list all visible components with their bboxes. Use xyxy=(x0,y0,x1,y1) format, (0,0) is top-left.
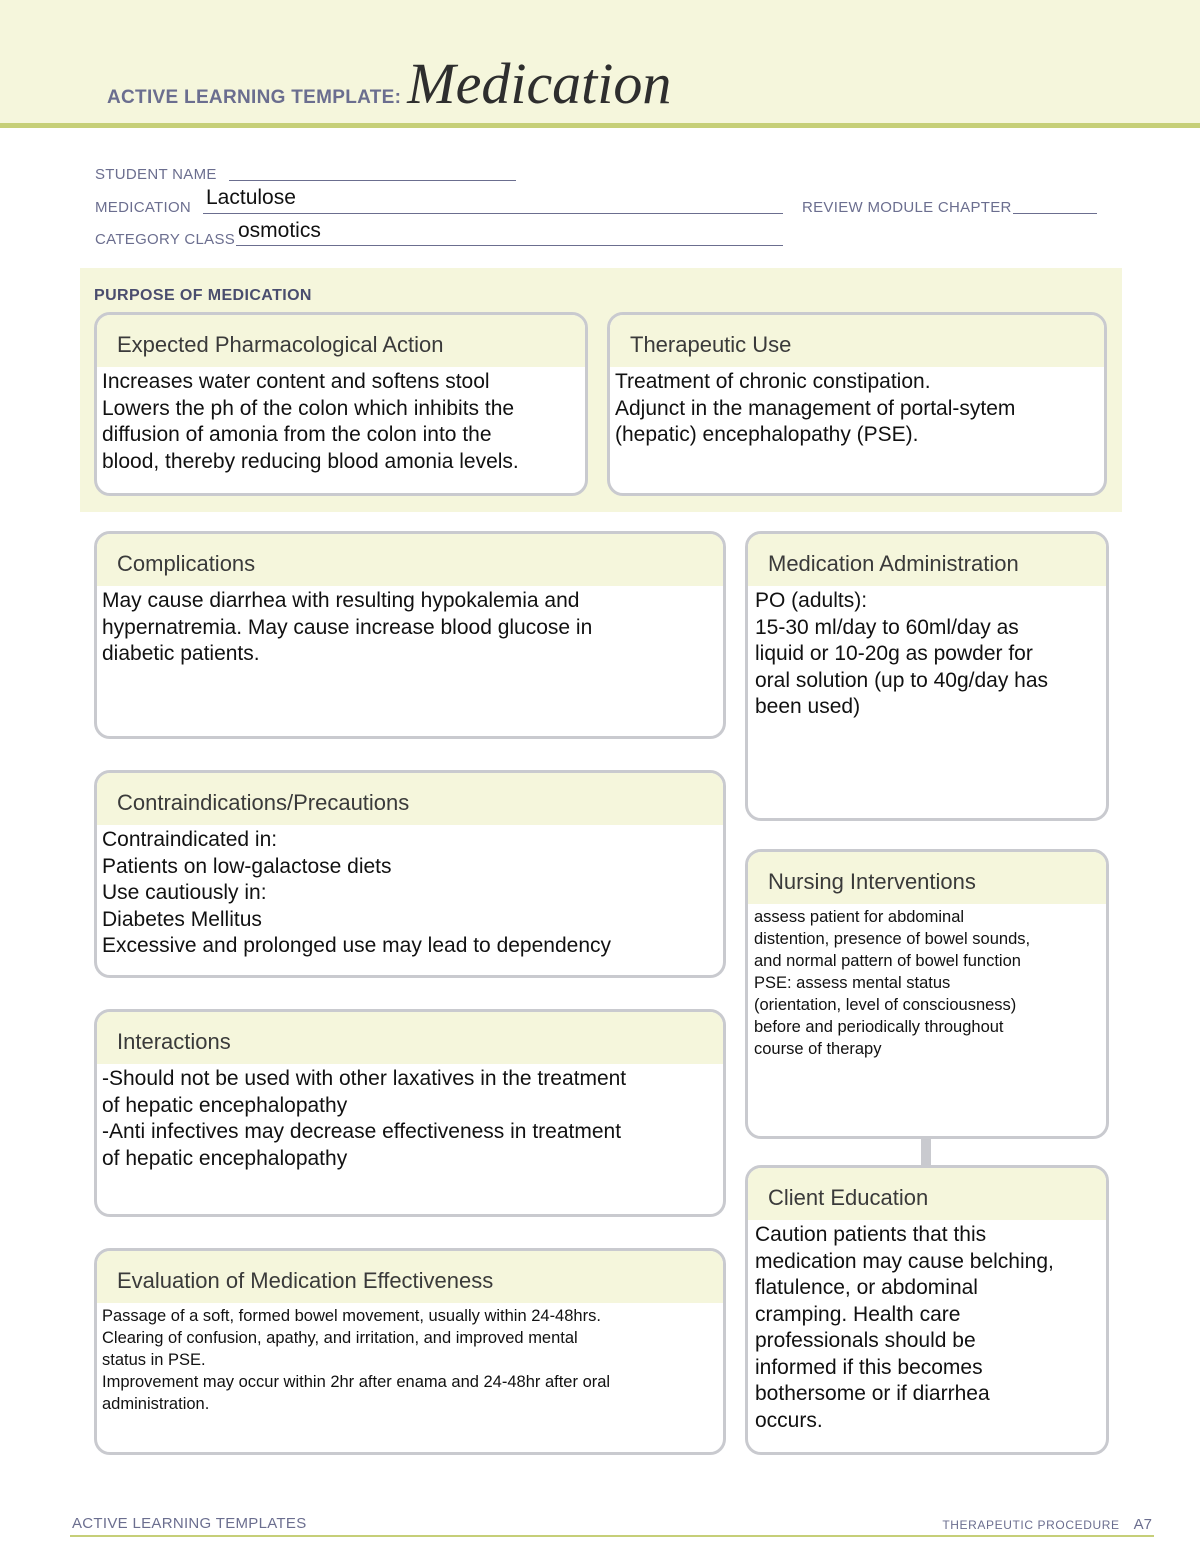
text-line: Patients on low-galactose diets xyxy=(102,854,392,878)
text-line: Excessive and prolonged use may lead to dependency xyxy=(102,934,612,957)
footer-right xyxy=(942,1516,1152,1533)
page-title xyxy=(107,50,671,117)
text-line: (hepatic) encephalopathy (PSE). xyxy=(615,423,919,446)
box-header xyxy=(610,315,1104,367)
interactions-body[interactable] xyxy=(97,1064,723,1172)
text-line: before and periodically throughout xyxy=(754,1018,1004,1036)
evaluation-body[interactable] xyxy=(97,1303,723,1415)
text-line: administration. xyxy=(102,1395,210,1413)
footer-left-label: ACTIVE LEARNING TEMPLATES xyxy=(72,1515,307,1532)
box-header xyxy=(97,534,723,586)
review-module-label: REVIEW MODULE CHAPTER xyxy=(802,199,1012,216)
purpose-label: PURPOSE OF MEDICATION xyxy=(94,287,312,304)
contraindications-body[interactable] xyxy=(97,825,723,960)
expected-action-box xyxy=(94,312,588,496)
text-line: Lowers the ph of the colon which inhibits the xyxy=(102,396,515,420)
client-education-body[interactable] xyxy=(748,1220,1106,1434)
interactions-box xyxy=(94,1009,726,1217)
text-line: Adjunct in the management of portal-sytem xyxy=(615,396,1016,420)
nursing-interventions-body[interactable] xyxy=(748,904,1106,1060)
text-line: May cause diarrhea with resulting hypokalemia and xyxy=(102,589,580,612)
text-line: Diabetes Mellitus xyxy=(102,907,262,931)
box-header xyxy=(748,534,1106,586)
text-line: Caution patients that this xyxy=(755,1223,987,1246)
text-line: course of therapy xyxy=(754,1040,882,1058)
text-line: Passage of a soft, formed bowel movement, usually within 24-48hrs. xyxy=(102,1307,601,1325)
medication-line xyxy=(203,213,783,214)
text-line: occurs. xyxy=(755,1408,823,1432)
text-line: diabetic patients. xyxy=(102,642,260,665)
box-header xyxy=(748,852,1106,904)
administration-body[interactable] xyxy=(748,586,1106,721)
student-name-label: STUDENT NAME xyxy=(95,166,217,183)
text-line: medication may cause belching, xyxy=(755,1249,1054,1273)
template-label: ACTIVE LEARNING TEMPLATE: xyxy=(107,87,402,108)
text-line: diffusion of amonia from the colon into the xyxy=(102,423,492,446)
text-line: Contraindicated in: xyxy=(102,828,278,851)
text-line: cramping. Health care xyxy=(755,1302,961,1326)
expected-action-title: Expected Pharmacological Action xyxy=(117,332,444,357)
footer-rule xyxy=(70,1535,1154,1537)
administration-box xyxy=(745,531,1109,821)
text-line: 15-30 ml/day to 60ml/day as xyxy=(755,615,1019,639)
box-header xyxy=(97,773,723,825)
template-title: Medication xyxy=(407,51,672,116)
administration-title: Medication Administration xyxy=(768,551,1019,576)
box-header xyxy=(748,1168,1106,1220)
text-line: Increases water content and softens stool xyxy=(102,370,490,393)
interactions-title: Interactions xyxy=(117,1029,231,1054)
client-education-title: Client Education xyxy=(768,1185,929,1210)
therapeutic-use-title: Therapeutic Use xyxy=(630,332,792,357)
text-line: PSE: assess mental status xyxy=(754,974,951,992)
text-line: (orientation, level of consciousness) xyxy=(754,996,1017,1014)
text-line: status in PSE. xyxy=(102,1351,206,1369)
footer-section-label: THERAPEUTIC PROCEDURE xyxy=(942,1518,1120,1532)
medication-label: MEDICATION xyxy=(95,199,192,216)
text-line: blood, thereby reducing blood amonia levels. xyxy=(102,449,519,473)
client-education-box xyxy=(745,1165,1109,1455)
text-line: professionals should be xyxy=(755,1329,976,1352)
therapeutic-use-body[interactable] xyxy=(610,367,1104,449)
complications-body[interactable] xyxy=(97,586,723,668)
evaluation-title: Evaluation of Medication Effectiveness xyxy=(117,1268,494,1293)
category-class-line xyxy=(236,245,783,246)
contraindications-title: Contraindications/Precautions xyxy=(117,790,410,815)
text-line: Improvement may occur within 2hr after enama and 24-48hr after oral xyxy=(102,1373,611,1391)
page-number: A7 xyxy=(1133,1516,1152,1533)
text-line: hypernatremia. May cause increase blood glucose in xyxy=(102,615,593,639)
category-class-value[interactable]: osmotics xyxy=(238,219,321,242)
text-line: -Should not be used with other laxatives in the treatment xyxy=(102,1067,627,1090)
medication-value[interactable]: Lactulose xyxy=(206,186,296,209)
complications-box xyxy=(94,531,726,739)
text-line: Treatment of chronic constipation. xyxy=(615,370,931,393)
text-line: informed if this becomes xyxy=(755,1355,983,1379)
text-line: Use cautiously in: xyxy=(102,881,267,904)
text-line: -Anti infectives may decrease effectiveness in treatment xyxy=(102,1120,622,1143)
text-line: liquid or 10-20g as powder for xyxy=(755,642,1033,665)
therapeutic-use-box xyxy=(607,312,1107,496)
expected-action-body[interactable] xyxy=(97,367,585,475)
text-line: flatulence, or abdominal xyxy=(755,1276,978,1299)
nursing-interventions-title: Nursing Interventions xyxy=(768,869,976,894)
text-line: oral solution (up to 40g/day has xyxy=(755,668,1049,692)
category-class-label: CATEGORY CLASS xyxy=(95,231,236,248)
evaluation-box xyxy=(94,1248,726,1455)
box-header xyxy=(97,1251,723,1303)
text-line: distention, presence of bowel sounds, xyxy=(754,930,1031,948)
text-line: Clearing of confusion, apathy, and irritation, and improved mental xyxy=(102,1329,578,1347)
connector-bar xyxy=(921,1136,931,1166)
text-line: PO (adults): xyxy=(755,589,868,612)
text-line: been used) xyxy=(755,695,861,718)
box-header xyxy=(97,315,585,367)
text-line: bothersome or if diarrhea xyxy=(755,1382,990,1405)
complications-title: Complications xyxy=(117,551,256,576)
review-module-line xyxy=(1013,213,1097,214)
box-header xyxy=(97,1012,723,1064)
header-rule xyxy=(0,123,1200,128)
contraindications-box xyxy=(94,770,726,978)
text-line: and normal pattern of bowel function xyxy=(754,952,1021,970)
nursing-interventions-box xyxy=(745,849,1109,1139)
text-line: of hepatic encephalopathy xyxy=(102,1093,348,1117)
text-line: of hepatic encephalopathy xyxy=(102,1146,348,1170)
text-line: assess patient for abdominal xyxy=(754,908,965,926)
student-name-line xyxy=(229,180,516,181)
